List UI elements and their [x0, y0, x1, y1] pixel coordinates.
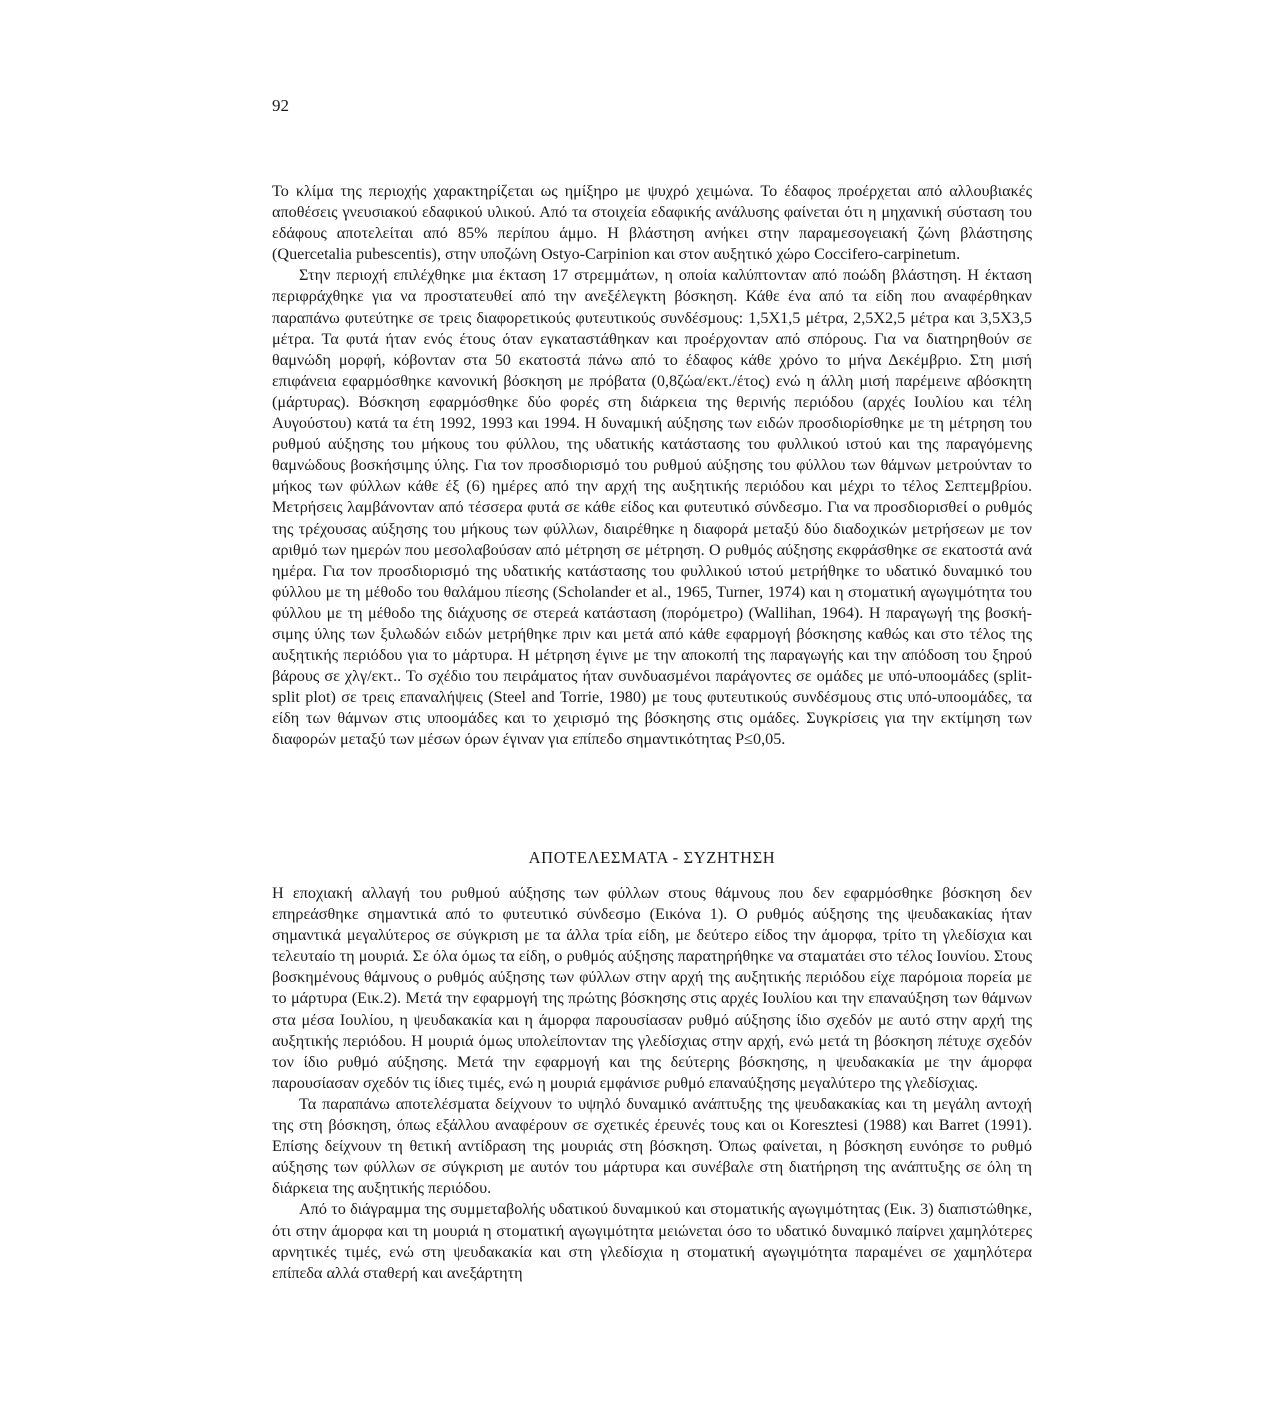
section-heading-results: ΑΠΟΤΕΛΕΣΜΑΤΑ - ΣΥΖΗΤΗΣΗ	[528, 848, 776, 867]
paragraph-climate-soil: Το κλίμα της περιοχής χαρακτηρίζεται ως ημίξηρο με ψυχρό χειμώνα. Το έδαφος προέρχεται από αλλουβιακές αποθέσεις γνευσιακού εδαφικού υλικού. Από τα στοιχεία εδαφικής ανάλυσης φαίνεται ότι η μηχανική σύσταση του εδάφους αποτελείται από 85% περίπου άμμο. Η βλάστηση ανήκει στην παραμεσογειακή ζώνη βλάστησης (Quercetalia pubescentis), στην υποζώνη Ostyo-Carpinion και στον αυξητικό χώρο Coccifero-carpinetum.	[272, 182, 1032, 264]
paragraph-grazing-tolerance: Τα παραπάνω αποτελέσματα δείχνουν το υψηλό δυναμικό ανάπτυξης της ψευδακακίας και τη μεγάλη αντοχή της στη βόσκηση, όπως εξάλλου αναφέρουν σε σχετικές έρευνές τους και οι Koresztesi (1988) και Barret (1991). Επίσης δείχνουν τη θετική αντίδραση της μουριάς στη βόσκηση. Όπως φαίνεται, η βόσκηση ευνόησε το ρυθμό αύξησης των φύλλων σε σύγκριση με αυτόν του μάρτυρα και συνέβαλε στη διατήρηση της ανάπτυξης σε όλη τη διάρκεια της αυξητικής περιόδου.	[272, 1094, 1032, 1198]
page-number: 92	[272, 96, 289, 115]
paragraph-water-potential: Από το διάγραμμα της συμμεταβολής υδατικού δυναμικού και στοματικής αγωγιμότητας (Εικ. 3) διαπιστώθηκε, ότι στην άμορφα και τη μουριά η στοματική αγωγιμότητα μειώνεται όσο το υδατικό δυναμικό παίρνει χαμηλότερες αρνητικές τιμές, ενώ στη ψευδακακία και στη γλεδίσχια η στοματική αγωγιμότητα παραμένει σε χαμηλότερα επίπεδα αλλά σταθερή και ανεξάρτητη	[272, 1200, 1032, 1282]
methods-text-block	[272, 181, 1032, 751]
results-text-block	[272, 883, 1032, 1284]
paragraph-experimental-design: Στην περιοχή επιλέχθηκε μια έκταση 17 στρεμμάτων, η οποία καλύπτονταν από ποώδη βλάστηση. Η έκταση περιφράχθηκε για να προστατευθεί από την ανεξέλεγκτη βόσκηση. Κάθε ένα από τα είδη που αναφέρθηκαν παραπάνω φυτεύτηκε σε τρεις διαφορετικούς φυτευτικούς συνδέσμους: 1,5X1,5 μέτρα, 2,5X2,5 μέτρα και 3,5X3,5 μέτρα. Τα φυτά ήταν ενός έτους όταν εγκαταστάθηκαν και προέρχονταν από σπόρους. Για να διατηρηθούν σε θαμνώδη μορφή, κόβονταν στα 50 εκατοστά πάνω από το έδαφος κάθε χρόνο το μήνα Δεκέμβριο. Στη μισή επιφάνεια εφαρμόσθηκε κανονική βόσκηση με πρόβατα (0,8ζώα/εκτ./έτος) ενώ η άλλη μισή παρέμεινε αβόσκητη (μάρτυρας). Βόσκηση εφαρμόσθηκε δύο φορές στη διάρκεια της θερινής περιόδου (αρχές Ιουλίου και τέλη Αυγούστου) κατά τα έτη 1992, 1993 και 1994. Η δυναμική αύξησης των ειδών προσδιορίσθηκε με τη μέτρηση του ρυθμού αύξησης του μήκους του φύλλου, της υδατικής κατάστασης του φυλλικού ιστού και της παραγόμενης θαμνώδους βοσκήσιμης ύλης. Για τον προσδιορισμό του ρυθμού αύξησης του φύλλου των θάμνων μετρούνταν το μήκος των φύλλων κάθε έξ (6) ημέρες από την αρχή της αυξητικής περιόδου και μέχρι το τέλος Σεπτεμβρίου. Μετρήσεις λαμβάνονταν από τέσσερα φυτά σε κάθε είδος και φυτευτικό σύνδεσμο. Για να προσδιορισθεί ο ρυθμός της τρέχουσας αύξησης του μήκους των φύλλων, διαιρέθηκε η διαφορά μεταξύ δύο διαδοχικών μετρήσεων με τον αριθμό των ημερών που μεσολαβούσαν από μέτρηση σε μέτρηση. Ο ρυθμός αύξησης εκφράσθηκε σε εκατοστά ανά ημέρα. Για τον προσδιορισμό της υδατικής κατάστασης του φυλλικού ιστού μετρήθηκε το υδατικό δυναμικό του φύλλου με τη μέθοδο του θαλάμου πίεσης (Scholander et al., 1965, Turner, 1974) και η στοματική αγωγιμότητα του φύλλου με τη μέθοδο της διάχυσης σε στερεά κατάσταση (πορόμετρο) (Wallihan, 1964). Η παραγωγή της βοσκήσιμης ύλης των ξυλωδών ειδών μετρήθηκε πριν και μετά από κάθε εφαρμογή βόσκησης καθώς και στο τέλος της αυξητικής περιόδου για το μάρτυρα. Η μέτρηση έγινε με την αποκοπή της παραγωγής και την απόδοση του ξηρού βάρους σε χλγ/εκτ.. Το σχέδιο του πειράματος ήταν συνδυασμένοι παράγοντες σε ομάδες με υπό-υποομάδες (split-split plot) σε τρεις επαναλήψεις (Steel and Torrie, 1980) με τους φυτευτικούς συνδέσμους στις υπό-υποομάδες, τα είδη των θάμνων στις υποομάδες και το χειρισμό της βόσκησης στις ομάδες. Συγκρίσεις για την εκτίμηση των διαφορών μεταξύ των μέσων όρων έγιναν για επίπεδο σημαντικότητας P≤0,05.	[272, 266, 1032, 749]
paragraph-leaf-growth-rate: Η εποχιακή αλλαγή του ρυθμού αύξησης των φύλλων στους θάμνους που δεν εφαρμόσθηκε βόσκηση δεν επηρεάσθηκε σημαντικά από το φυτευτικό σύνδεσμο (Εικόνα 1). Ο ρυθμός αύξησης της ψευδακακίας ήταν σημαντικά μεγαλύτερος σε σύγκριση με τα άλλα τρία είδη, με δεύτερο είδος την άμορφα, τρίτο τη γλεδίσχια και τελευταίο τη μουριά. Σε όλα όμως τα είδη, ο ρυθμός αύξησης παρατηρήθηκε να σταματάει στο τέλος Ιουνίου. Στους βοσκημένους θάμνους ο ρυθμός αύξησης των φύλλων στην αρχή της αυξητικής περιόδου είχε παρόμοια πορεία με το μάρτυρα (Εικ.2). Μετά την εφαρμογή της πρώτης βόσκησης στις αρχές Ιουλίου και την επαναύξηση των θάμνων στα μέσα Ιουλίου, η ψευδακακία και η άμορφα παρουσίασαν ρυθμό αύξησης ίδιο σχεδόν με αυτό στην αρχή της αυξητικής περιόδου. Η μουριά όμως υπολείπονταν της γλεδίσχιας στην αρχή, ενώ μετά τη βόσκηση πέτυχε σχεδόν τον ίδιο ρυθμό αύξησης. Μετά την εφαρμογή και της δεύτερης βόσκησης, η ψευδακακία με την άμορφα παρουσίασαν σχεδόν τις ίδιες τιμές, ενώ η μουριά εμφάνισε ρυθμό επαναύξησης μεγαλύτερο της γλεδίσχιας.	[272, 884, 1032, 1092]
